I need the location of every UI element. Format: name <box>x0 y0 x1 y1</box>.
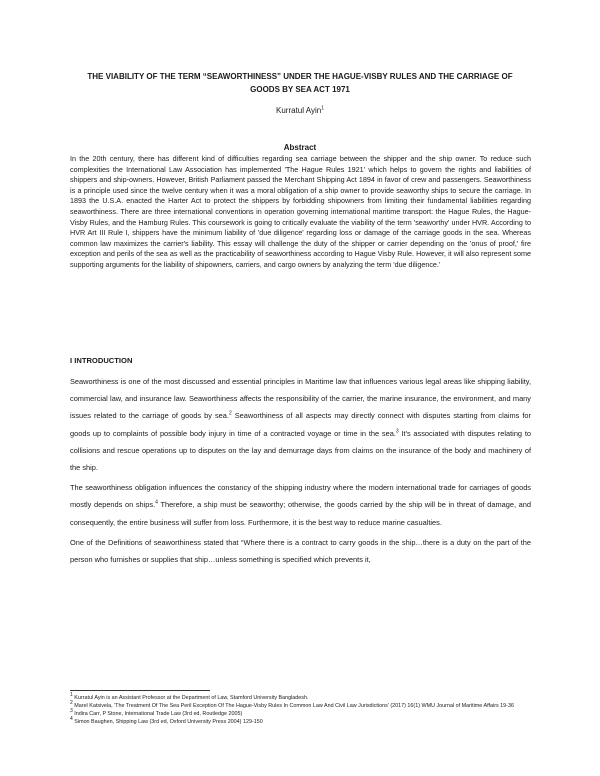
footnote-number: 4 <box>70 716 73 723</box>
section-heading-introduction: I INTRODUCTION <box>70 356 133 365</box>
paragraph-text: Seaworthiness of all aspects may directly connect with disputes starting from claims for goods up to complaints of possible body injury in time of a contracted voyage or time in the sea. <box>70 411 532 438</box>
body-text <box>70 373 531 571</box>
footnote-ref: 2 <box>228 410 232 417</box>
footnotes <box>70 694 531 726</box>
paper-title: THE VIABILITY OF THE TERM “SEAWORTHINESS” UNDER THE HAGUE-VISBY RULES AND THE CARRIAGE OF GOODS BY SEA ACT 1971 <box>87 72 513 94</box>
paragraph-text: Therefore, a ship must be seaworthy; otherwise, the goods carried by the ship will be in threat of damage, and consequently, the entire business will suffer from loss. Furthermore, it is the best way to reduce marine casualties. <box>70 500 531 527</box>
footnote-divider <box>70 690 210 691</box>
footnote <box>70 718 531 726</box>
footnote-ref: 4 <box>155 499 158 506</box>
footnote-text: Simon Baughen, Shipping Law (3rd ed, Oxford University Press 2004) 129-150 <box>72 719 263 725</box>
author-line <box>0 106 600 116</box>
paragraph-text: It's associated with disputes relating to collisions and rescue operations up to disputes on the lay and demurrage days from claims on the insurance of the body and machinery of the ship. <box>70 428 531 473</box>
footnote-number: 1 <box>70 692 73 699</box>
footnote <box>70 694 531 702</box>
footnote-text: Indira Carr, P Stone, International Trade Law (3rd ed, Routledge 2005) <box>72 711 243 717</box>
footnote-ref: 3 <box>395 428 399 435</box>
abstract-heading: Abstract <box>283 143 317 152</box>
footnote <box>70 710 531 718</box>
footnote <box>70 702 531 710</box>
footnote-text: Marel Katsivela, 'The Treatment Of The Sea Peril Exception Of The Hague-Visby Rules In Common Law And Civil Law Jurisdictions' (2017) 16(1) WMU Journal of Maritime Affairs 19-36 <box>72 703 514 709</box>
paragraph-text: Seaworthiness is one of the most discussed and essential principles in Maritime law that influences various legal areas like shipping liability, commercial law, and insurance law. Seaworthiness affects the responsibility of the carrier, the marine insurance, the environment, and many issues related to the carriage of goods by sea. <box>70 377 531 421</box>
paragraph-text: The seaworthiness obligation influences the constancy of the shipping industry where the modern international trade for carriages of goods mostly depends on ships. <box>70 483 531 510</box>
abstract-text: In the 20th century, there has different kind of difficulties regarding sea carriage between the shipper and the ship owner. To reduce such complexities the International Law Association has implemented 'The Hague Rules 1921' which helps to govern the rights and liabilities of shippers and ship-owners. However, British Parliament passed the Merchant Shipping Act 1894 in favor of crew and passengers. Seaworthiness is a principle used since the twelve century when it was a moral obligation of a ship owner to provide seaworthy ships to secure the carriage. In 1893 the U.S.A. enacted the Harter Act to protect the shippers by forbidding shipowners from limiting their fundamental liabilities regarding seaworthiness. There are three international conventions in operation governing international maritime transport: the Hague Rules, the Hague-Visby Rules, and the Hamburg Rules. This coursework is going to critically evaluate the viability of the term 'seaworthy' under HVR. According to HVR Art III Rule I, shippers have the minimum liability of 'due diligence' regarding loss or damage of the carriage goods in the sea. Whereas common law maximizes the carrier's liability. This essay will challenge the duty of the shipper or carrier depending on the 'onus of proof,' fire exception and perils of the sea as well as the practicability of seaworthiness according to Hague Visby Rule. However, it will also represent some supporting arguments for the liability of shipowners, carriers, and cargo owners by analyzing the term 'due diligence.' <box>70 154 531 269</box>
paragraph <box>70 373 531 476</box>
author-footnote-ref: 1 <box>321 105 324 112</box>
footnote-text: Kurratul Ayin is an Assistant Professor at the Department of Law, Stamford University Bangladesh. <box>72 695 309 701</box>
author-name: Kurratul Ayin <box>276 106 322 115</box>
paragraph: One of the Definitions of seaworthiness stated that “Where there is a contract to carry goods in the ship…there is a duty on the part of the person who furnishes or supplies that ship…unless something is specified which prevents it, <box>70 537 531 565</box>
footnote-number: 2 <box>70 700 73 707</box>
footnote-number: 3 <box>70 708 73 715</box>
paragraph <box>70 479 531 531</box>
